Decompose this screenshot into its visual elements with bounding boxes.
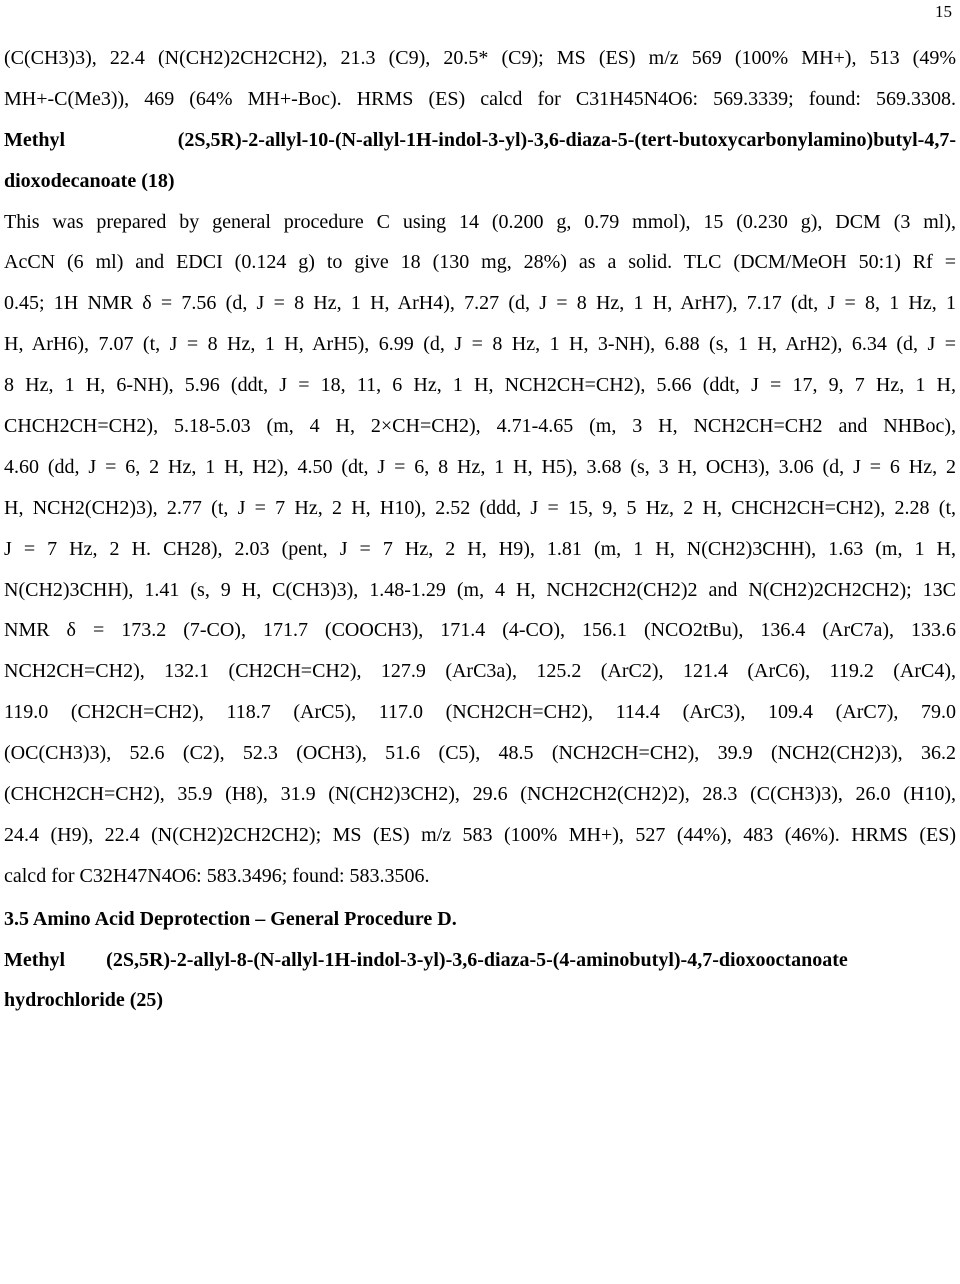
text-line: H, ArH6), 7.07 (t, J = 8 Hz, 1 H, ArH5), 6.99 (d, J = 8 Hz, 1 H, 3-NH), 6.88 (s, 1 H, ArH2), 6.34 (d, J = [4, 333, 956, 356]
text-line: J = 7 Hz, 2 H. CH28), 2.03 (pent, J = 7 Hz, 2 H, H9), 1.81 (m, 1 H, N(CH2)3CHH), 1.63 (m, 1 H, [4, 537, 956, 560]
section-heading: 3.5 Amino Acid Deprotection – General Procedure D. [4, 907, 457, 930]
page-number: 15 [935, 2, 952, 21]
text-line: This was prepared by general procedure C using 14 (0.200 g, 0.79 mmol), 15 (0.230 g), DCM (3 ml), [4, 210, 956, 233]
text-line: (CHCH2CH=CH2), 35.9 (H8), 31.9 (N(CH2)3CH2), 29.6 (NCH2CH2(CH2)2), 28.3 (C(CH3)3), 26.0 (H10), [4, 783, 956, 806]
text-line: 0.45; 1H NMR δ = 7.56 (d, J = 8 Hz, 1 H, ArH4), 7.27 (d, J = 8 Hz, 1 H, ArH7), 7.17 (dt, J = 8, 1 Hz, 1 [4, 292, 956, 315]
compound-18-title: Methyl (2S,5R)-2-allyl-10-(N-allyl-1H-indol-3-yl)-3,6-diaza-5-(tert-butoxycarbonylamino)butyl-4,7- [4, 128, 956, 151]
text-line: NMR δ = 173.2 (7-CO), 171.7 (COOCH3), 171.4 (4-CO), 156.1 (NCO2tBu), 136.4 (ArC7a), 133.6 [4, 619, 956, 642]
text-line: (OC(CH3)3), 52.6 (C2), 52.3 (OCH3), 51.6 (C5), 48.5 (NCH2CH=CH2), 39.9 (NCH2(CH2)3), 36.2 [4, 742, 956, 765]
text-line: calcd for C32H47N4O6: 583.3496; found: 583.3506. [4, 864, 430, 887]
text-line: CHCH2CH=CH2), 5.18-5.03 (m, 4 H, 2×CH=CH2), 4.71-4.65 (m, 3 H, NCH2CH=CH2 and NHBoc), [4, 415, 956, 438]
text-line: 119.0 (CH2CH=CH2), 118.7 (ArC5), 117.0 (NCH2CH=CH2), 114.4 (ArC3), 109.4 (ArC7), 79.0 [4, 701, 956, 724]
text-line: MH+-C(Me3)), 469 (64% MH+-Boc). HRMS (ES) calcd for C31H45N4O6: 569.3339; found: 569.3308. [4, 87, 956, 110]
text-line: NCH2CH=CH2), 132.1 (CH2CH=CH2), 127.9 (ArC3a), 125.2 (ArC2), 121.4 (ArC6), 119.2 (ArC4), [4, 660, 956, 683]
text-line: 4.60 (dd, J = 6, 2 Hz, 1 H, H2), 4.50 (dt, J = 6, 8 Hz, 1 H, H5), 3.68 (s, 3 H, OCH3), 3.06 (d, J = 6 Hz, 2 [4, 455, 956, 478]
text-line: N(CH2)3CHH), 1.41 (s, 9 H, C(CH3)3), 1.48-1.29 (m, 4 H, NCH2CH2(CH2)2 and N(CH2)2CH2CH2); 13C [4, 578, 956, 601]
compound-25-title: Methyl (2S,5R)-2-allyl-8-(N-allyl-1H-indol-3-yl)-3,6-diaza-5-(4-aminobutyl)-4,7-dioxooctanoate [4, 948, 848, 971]
text-line: (C(CH3)3), 22.4 (N(CH2)2CH2CH2), 21.3 (C9), 20.5* (C9); MS (ES) m/z 569 (100% MH+), 513 (49% [4, 47, 956, 69]
document-body [4, 38, 956, 1021]
text-line: 8 Hz, 1 H, 6-NH), 5.96 (ddt, J = 18, 11, 6 Hz, 1 H, NCH2CH=CH2), 5.66 (ddt, J = 17, 9, 7 Hz, 1 H, [4, 374, 956, 397]
text-line: H, NCH2(CH2)3), 2.77 (t, J = 7 Hz, 2 H, H10), 2.52 (ddd, J = 15, 9, 5 Hz, 2 H, CHCH2CH=CH2), 2.28 (t, [4, 496, 956, 519]
compound-18-title: dioxodecanoate (18) [4, 169, 175, 192]
text-line: 24.4 (H9), 22.4 (N(CH2)2CH2CH2); MS (ES) m/z 583 (100% MH+), 527 (44%), 483 (46%). HRMS (ES) [4, 823, 956, 846]
text-line: AcCN (6 ml) and EDCI (0.124 g) to give 18 (130 mg, 28%) as a solid. TLC (DCM/MeOH 50:1) Rf = [4, 251, 956, 274]
compound-25-title: hydrochloride (25) [4, 989, 164, 1012]
